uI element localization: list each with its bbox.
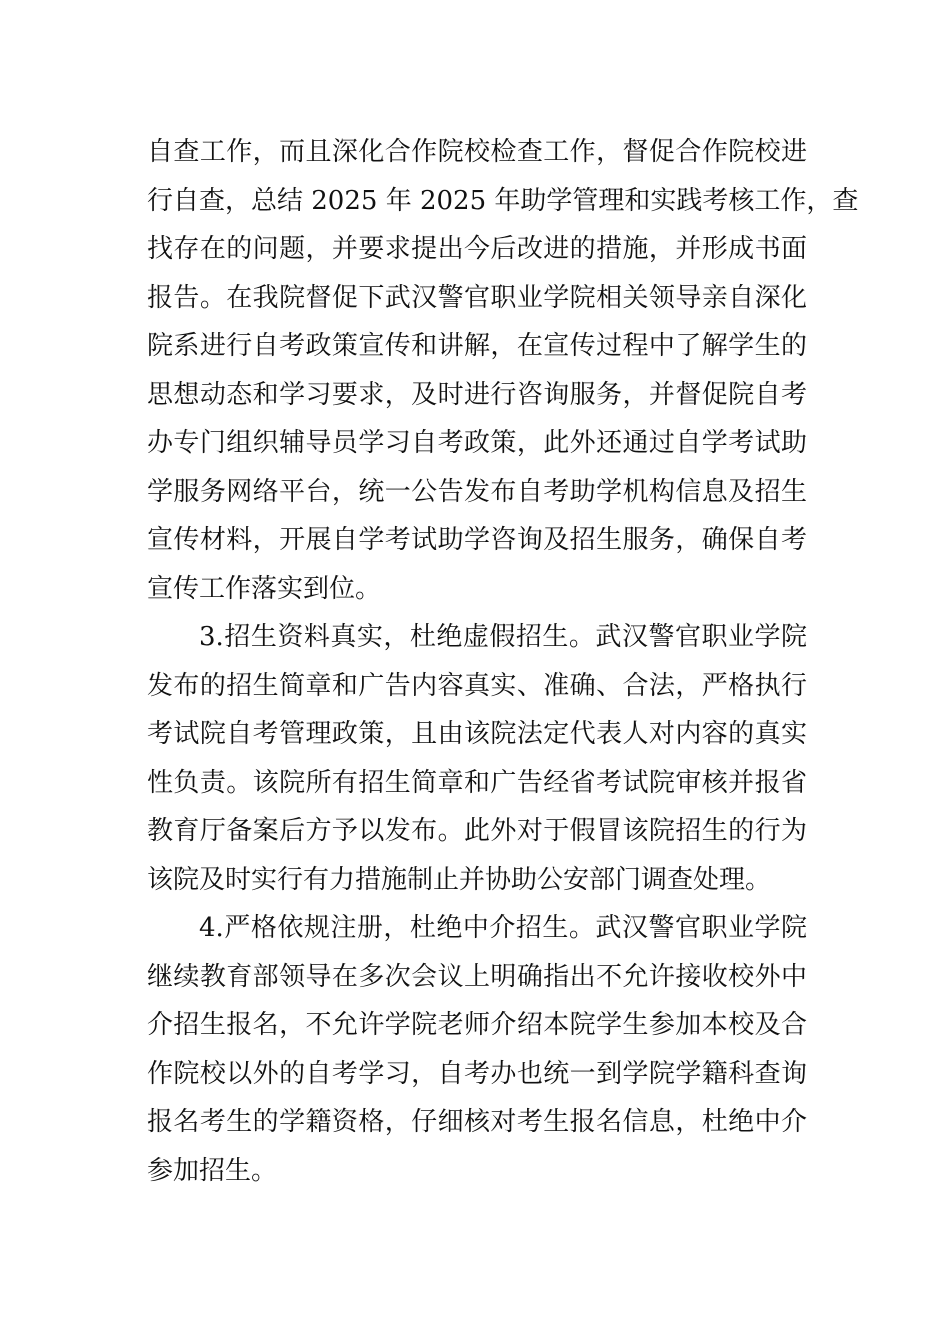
text-line: 教育厅备案后方予以发布。此外对于假冒该院招生的行为 [147, 816, 807, 846]
text-line: 宣传工作落实到位。 [147, 573, 382, 604]
text-line: 继续教育部领导在多次会议上明确指出不允许接收校外中 [147, 961, 807, 992]
text-line: 办专门组织辅导员学习自考政策，此外还通过自学考试助 [147, 428, 807, 458]
text-line: 作院校以外的自考学习，自考办也统一到学院学籍科查询 [147, 1058, 807, 1089]
text-line: 3.招生资料真实，杜绝虚假招生。武汉警官职业学院 [199, 622, 807, 652]
text-line: 参加招生。 [147, 1155, 278, 1186]
text-line: 性负责。该院所有招生简章和广告经省考试院审核并报省 [147, 767, 807, 798]
text-line: 介招生报名，不允许学院老师介绍本院学生参加本校及合 [147, 1010, 807, 1040]
text-line: 院系进行自考政策宣传和讲解，在宣传过程中了解学生的 [147, 331, 807, 361]
body-text [147, 128, 859, 1195]
paragraph-self-inspection [147, 128, 859, 613]
text-line: 4.严格依规注册，杜绝中介招生。武汉警官职业学院 [199, 913, 807, 943]
text-line: 自查工作，而且深化合作院校检查工作，督促合作院校进 [147, 137, 807, 167]
text-line: 报名考生的学籍资格，仔细核对考生报名信息，杜绝中介 [147, 1107, 807, 1137]
text-line: 宣传材料，开展自学考试助学咨询及招生服务，确保自考 [147, 525, 807, 555]
text-line: 行自查，总结 2025 年 2025 年助学管理和实践考核工作，查 [147, 185, 859, 216]
text-line: 发布的招生简章和广告内容真实、准确、合法，严格执行 [147, 670, 807, 701]
paragraph-recruitment-materials [147, 613, 807, 904]
text-line: 考试院自考管理政策，且由该院法定代表人对内容的真实 [147, 719, 807, 749]
text-line: 该院及时实行有力措施制止并协助公安部门调查处理。 [147, 864, 772, 895]
text-line: 思想动态和学习要求，及时进行咨询服务，并督促院自考 [147, 379, 807, 410]
text-line: 报告。在我院督促下武汉警官职业学院相关领导亲自深化 [147, 282, 807, 313]
text-line: 学服务网络平台，统一公告发布自考助学机构信息及招生 [147, 476, 807, 507]
paragraph-registration [147, 904, 807, 1195]
text-line: 找存在的问题，并要求提出今后改进的措施，并形成书面 [147, 234, 807, 264]
